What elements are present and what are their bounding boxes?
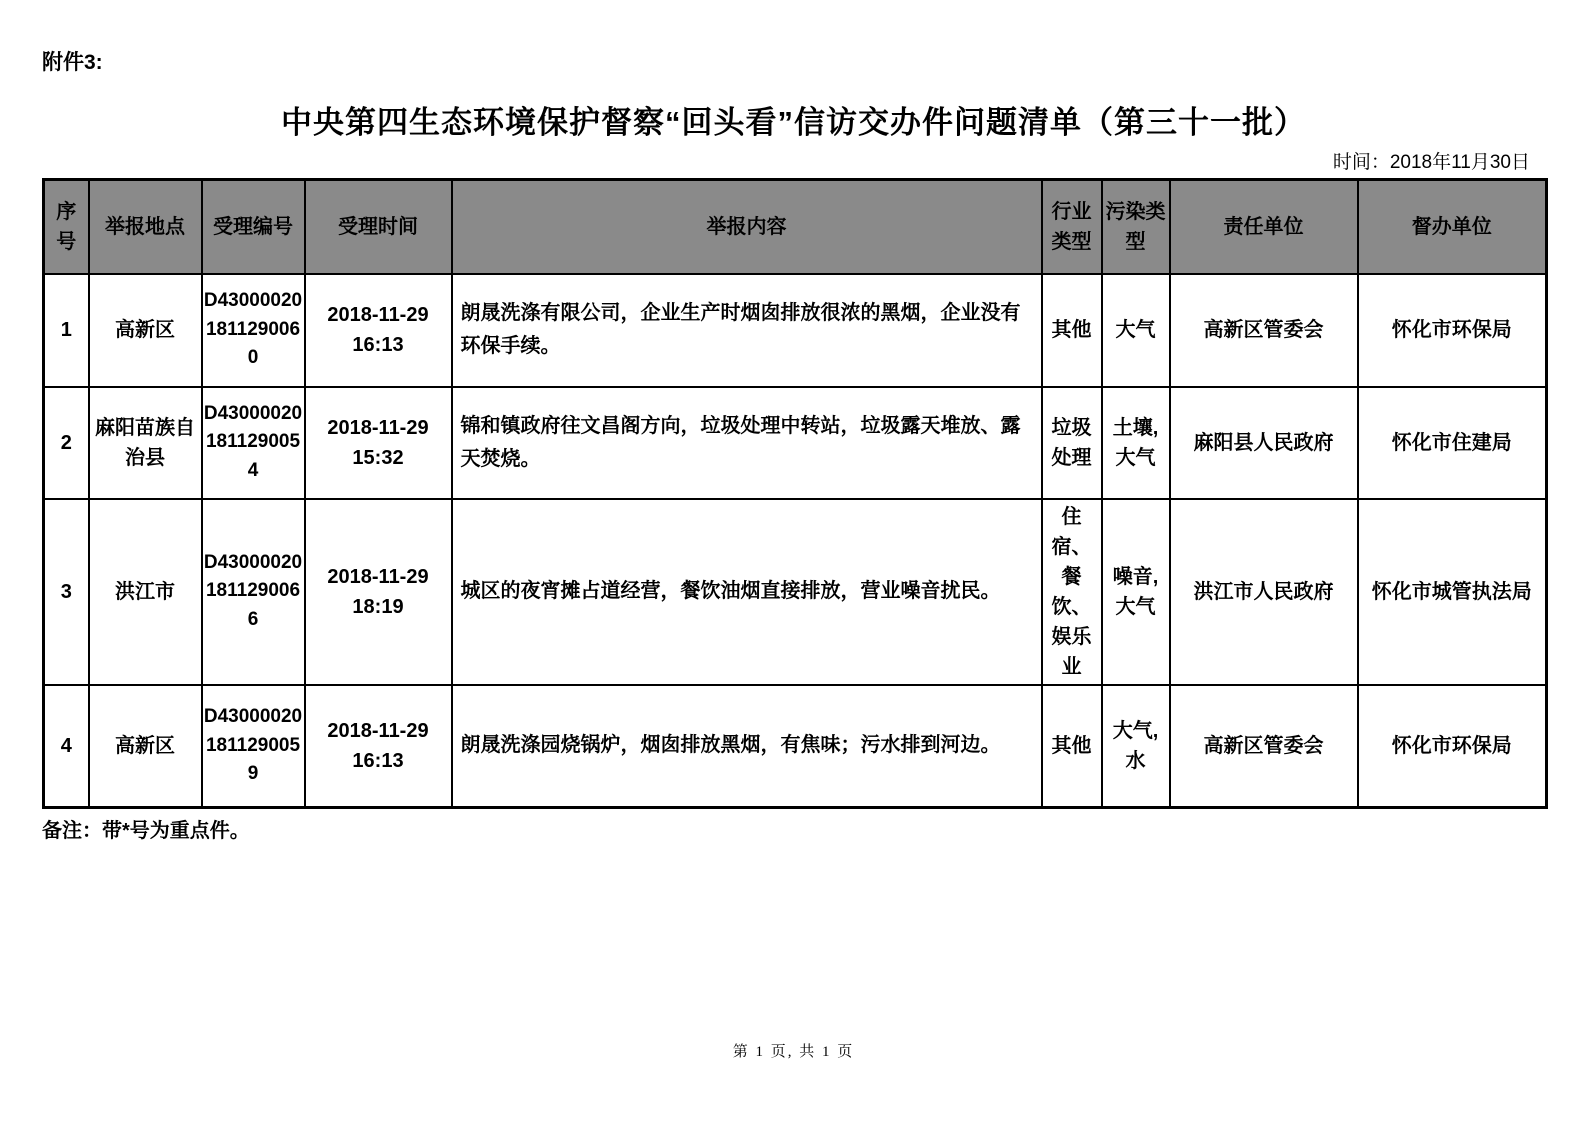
cell-seq: 2	[44, 387, 89, 499]
note-label: 备注：带*号为重点件。	[42, 820, 250, 842]
cell-industry: 住宿、餐饮、娱乐业	[1042, 499, 1102, 685]
column-header-supervising-unit: 督办单位	[1358, 180, 1547, 274]
cell-location: 高新区	[89, 685, 202, 808]
cell-seq: 4	[44, 685, 89, 808]
cell-case-id: D430000201811290066	[202, 499, 305, 685]
cell-supervising-unit: 怀化市环保局	[1358, 685, 1547, 808]
cell-location: 麻阳苗族自治县	[89, 387, 202, 499]
column-header-case-id: 受理编号	[202, 180, 305, 274]
cell-location: 高新区	[89, 274, 202, 387]
column-header-content: 举报内容	[452, 180, 1042, 274]
cell-industry: 其他	[1042, 685, 1102, 808]
table-row	[44, 387, 1547, 499]
table-header-row	[44, 180, 1547, 274]
cell-time: 2018-11-29 15:32	[305, 387, 452, 499]
column-header-seq: 序号	[44, 180, 89, 274]
complaints-table	[42, 178, 1548, 809]
cell-content: 锦和镇政府往文昌阁方向，垃圾处理中转站，垃圾露天堆放、露天焚烧。	[452, 387, 1042, 499]
attachment-label: 附件3:	[42, 51, 103, 74]
cell-responsible-unit: 洪江市人民政府	[1170, 499, 1358, 685]
cell-responsible-unit: 高新区管委会	[1170, 274, 1358, 387]
cell-time: 2018-11-29 18:19	[305, 499, 452, 685]
cell-pollution: 大气,水	[1102, 685, 1170, 808]
page-number-footer: 第 1 页, 共 1 页	[732, 1044, 855, 1060]
cell-responsible-unit: 麻阳县人民政府	[1170, 387, 1358, 499]
cell-content: 朗晟洗涤园烧锅炉，烟囱排放黑烟，有焦味；污水排到河边。	[452, 685, 1042, 808]
cell-pollution: 噪音,大气	[1102, 499, 1170, 685]
cell-time: 2018-11-29 16:13	[305, 274, 452, 387]
table-row	[44, 499, 1547, 685]
cell-time: 2018-11-29 16:13	[305, 685, 452, 808]
cell-responsible-unit: 高新区管委会	[1170, 685, 1358, 808]
table-row	[44, 685, 1547, 808]
cell-case-id: D430000201811290060	[202, 274, 305, 387]
column-header-location: 举报地点	[89, 180, 202, 274]
cell-pollution: 大气	[1102, 274, 1170, 387]
cell-seq: 3	[44, 499, 89, 685]
cell-supervising-unit: 怀化市城管执法局	[1358, 499, 1547, 685]
cell-pollution: 土壤,大气	[1102, 387, 1170, 499]
cell-case-id: D430000201811290054	[202, 387, 305, 499]
cell-industry: 其他	[1042, 274, 1102, 387]
column-header-industry: 行业类型	[1042, 180, 1102, 274]
cell-supervising-unit: 怀化市环保局	[1358, 274, 1547, 387]
column-header-pollution: 污染类型	[1102, 180, 1170, 274]
cell-content: 城区的夜宵摊占道经营，餐饮油烟直接排放，营业噪音扰民。	[452, 499, 1042, 685]
cell-supervising-unit: 怀化市住建局	[1358, 387, 1547, 499]
page-title: 中央第四生态环境保护督察“回头看”信访交办件问题清单（第三十一批）	[281, 105, 1306, 140]
date-label: 时间：2018年11月30日	[1332, 152, 1530, 173]
cell-case-id: D430000201811290059	[202, 685, 305, 808]
cell-seq: 1	[44, 274, 89, 387]
column-header-time: 受理时间	[305, 180, 452, 274]
table-row	[44, 274, 1547, 387]
cell-content: 朗晟洗涤有限公司，企业生产时烟囱排放很浓的黑烟，企业没有环保手续。	[452, 274, 1042, 387]
cell-location: 洪江市	[89, 499, 202, 685]
column-header-responsible-unit: 责任单位	[1170, 180, 1358, 274]
cell-industry: 垃圾处理	[1042, 387, 1102, 499]
